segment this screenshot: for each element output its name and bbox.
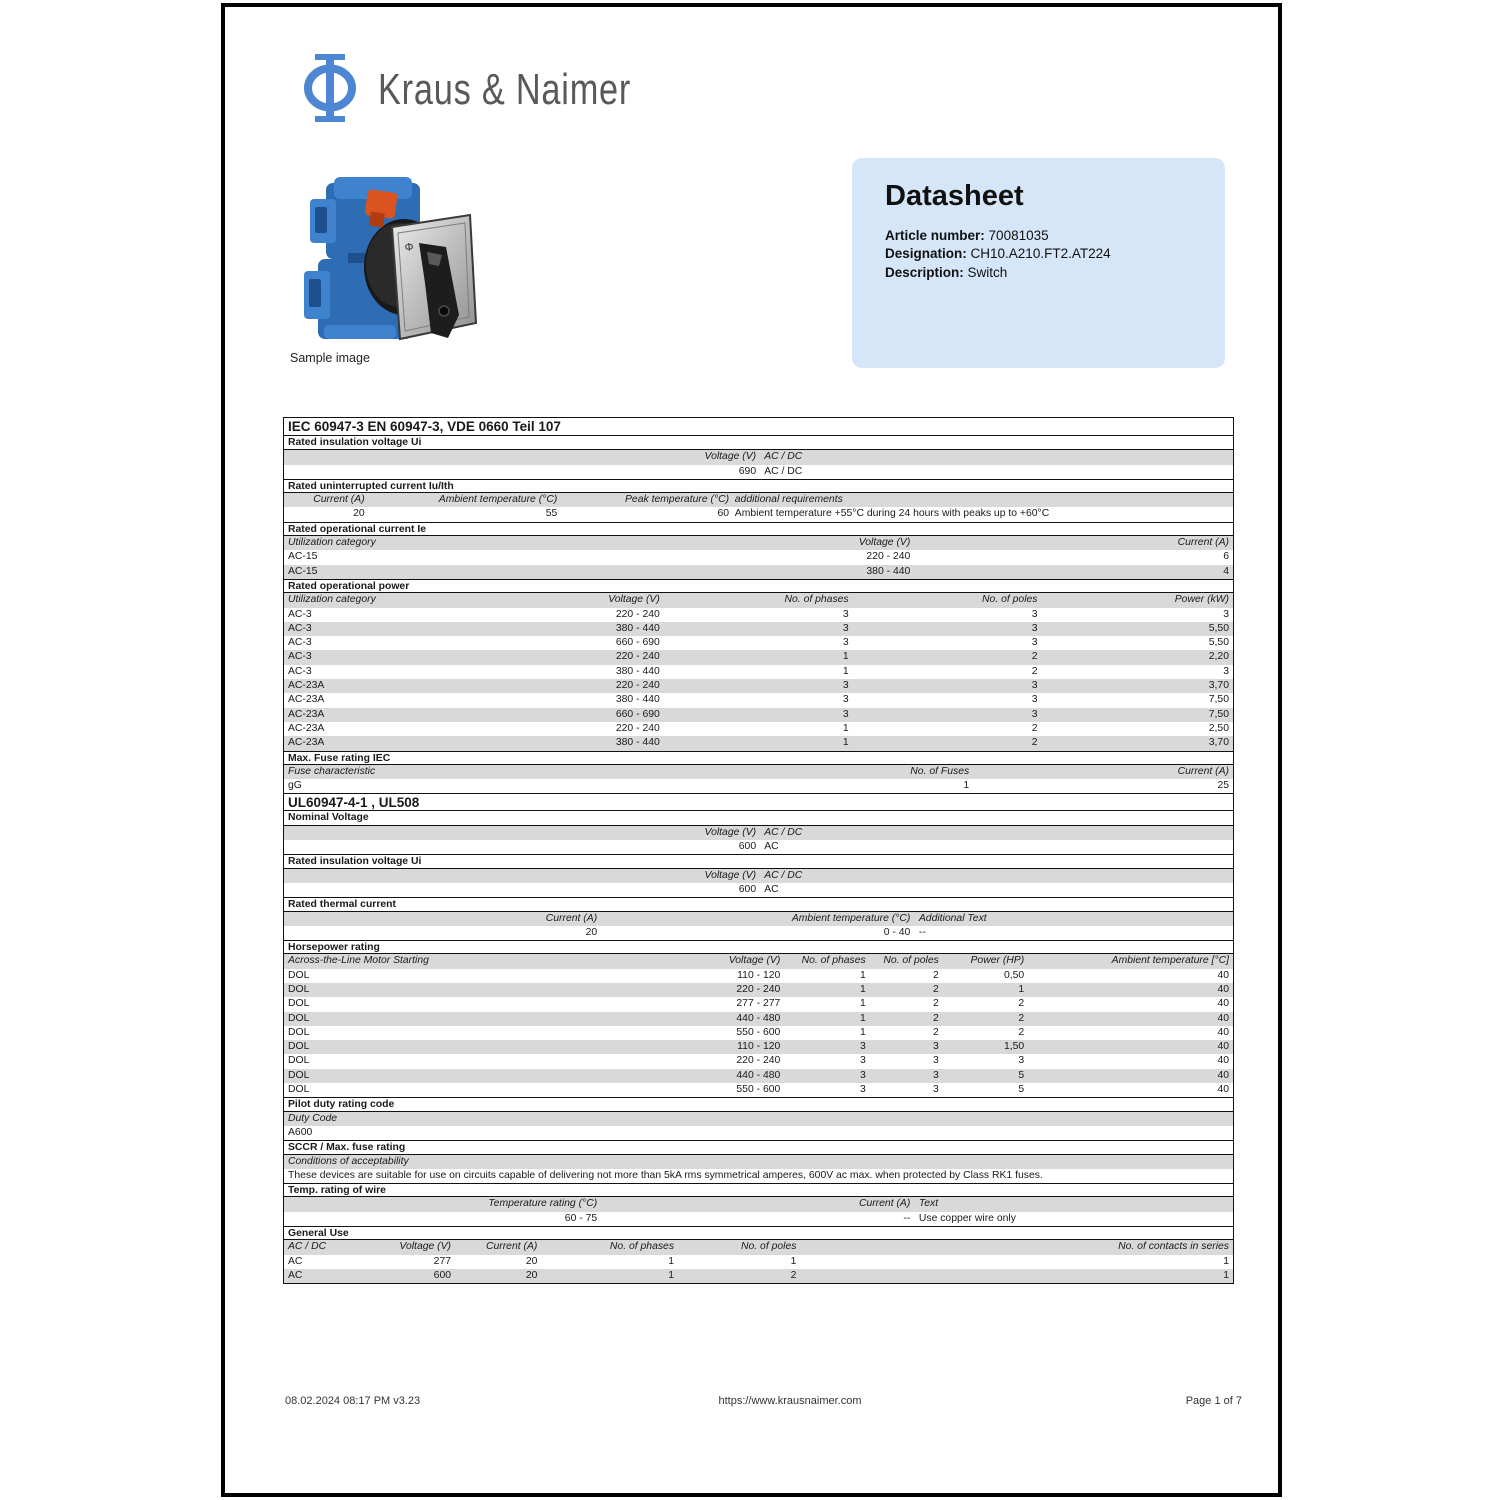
table-section-header-row — [284, 1183, 1233, 1197]
table-cell: 220 - 240 — [736, 983, 781, 995]
table-cell: 1 — [859, 1026, 866, 1038]
table-cell: 277 — [433, 1255, 452, 1267]
section-label: Rated insulation voltage Ui — [288, 437, 422, 448]
table-cell: 60 — [717, 508, 730, 520]
table-column-header-row — [284, 1240, 1233, 1254]
column-header-cell: Ambient temperature (°C) — [438, 494, 558, 506]
table-cell: 1 — [859, 969, 866, 981]
table-cell: Use copper wire only — [918, 1212, 1016, 1224]
table-column-header-row — [284, 765, 1233, 779]
table-cell: Ambient temperature +55°C during 24 hours with peaks up to +60°C — [734, 508, 1050, 520]
table-cell: 1 — [842, 737, 849, 749]
table-cell: 3 — [933, 1041, 939, 1053]
table-cell: 2 — [1031, 722, 1038, 734]
table-cell: 3 — [933, 1084, 939, 1096]
table-cell: 1 — [668, 1269, 675, 1281]
table-cell: DOL — [287, 969, 310, 981]
column-header-cell: Voltage (V) — [728, 955, 781, 967]
designation-value: CH10.A210.FT2.AT224 — [970, 246, 1111, 262]
column-header-cell: Current (A) — [545, 912, 598, 924]
table-cell: 55 — [545, 508, 558, 520]
description-row — [885, 264, 1225, 282]
table-cell: 220 - 240 — [615, 608, 660, 620]
table-cell: 3 — [1031, 608, 1038, 620]
column-header-cell: Text — [918, 1198, 939, 1210]
table-cell: AC-23A — [287, 737, 325, 749]
table-column-header-row — [284, 826, 1233, 840]
column-header-cell: No. of Fuses — [910, 765, 970, 777]
table-row — [284, 1212, 1233, 1226]
table-cell: 1 — [859, 983, 866, 995]
column-header-cell: No. of contacts in series — [1118, 1241, 1229, 1253]
table-cell: 2 — [1018, 998, 1025, 1010]
table-cell: 2 — [933, 1026, 939, 1038]
table-cell: 2 — [1018, 1026, 1025, 1038]
table-row — [284, 926, 1233, 940]
table-row — [284, 1255, 1233, 1269]
table-column-header-row — [284, 1197, 1233, 1211]
table-cell: 60 - 75 — [564, 1212, 598, 1224]
table-cell: 380 - 440 — [615, 694, 660, 706]
column-header-cell: Voltage (V) — [704, 451, 757, 463]
table-section-header-row — [284, 479, 1233, 493]
table-cell: 600 — [738, 883, 757, 895]
table-cell: 3 — [842, 608, 849, 620]
table-row — [284, 636, 1233, 650]
table-cell: 5 — [1018, 1069, 1025, 1081]
table-cell: 2,50 — [1208, 722, 1229, 734]
column-header-cell: AC / DC — [764, 869, 803, 881]
table-cell: 380 - 440 — [866, 565, 911, 577]
table-column-header-row — [284, 593, 1233, 607]
table-cell: 2 — [933, 998, 939, 1010]
table-row — [284, 1069, 1233, 1083]
table-cell: 1 — [842, 665, 849, 677]
table-cell: 40 — [1217, 1055, 1229, 1067]
table-section-header-row — [284, 897, 1233, 911]
table-cell: AC-3 — [287, 608, 312, 620]
table-cell: AC-15 — [287, 551, 318, 563]
table-row — [284, 1083, 1233, 1097]
table-cell: 380 - 440 — [615, 622, 660, 634]
article-number-value: 70081035 — [988, 228, 1049, 243]
article-number-row — [885, 227, 1225, 245]
column-header-cell: Additional Text — [918, 912, 987, 924]
table-cell: 3 — [842, 622, 849, 634]
column-header-cell: Current (A) — [858, 1198, 911, 1210]
table-cell: 380 - 440 — [615, 665, 660, 677]
column-header-cell: Voltage (V) — [399, 1241, 452, 1253]
section-label: Temp. rating of wire — [288, 1185, 386, 1197]
table-cell: 5,50 — [1208, 637, 1229, 649]
table-row — [284, 650, 1233, 664]
section-label: Rated thermal current — [288, 899, 396, 911]
table-cell: 220 - 240 — [615, 680, 660, 692]
table-cell: AC-23A — [287, 722, 325, 734]
table-cell: 110 - 120 — [737, 1041, 781, 1053]
section-label: Max. Fuse rating IEC — [288, 752, 391, 764]
datasheet-fields — [885, 227, 1225, 282]
column-header-cell: Duty Code — [287, 1112, 338, 1124]
table-section-header-row — [284, 522, 1233, 536]
column-header-cell: Ambient temperature [°C] — [1111, 955, 1229, 967]
table-row — [284, 736, 1233, 750]
table-cell: 2 — [1031, 665, 1038, 677]
datasheet-title: Datasheet — [885, 180, 1024, 212]
table-cell: 20 — [585, 926, 598, 938]
table-cell: gG — [287, 780, 302, 792]
table-cell: -- — [903, 1212, 911, 1224]
table-row — [284, 708, 1233, 722]
column-header-cell: Voltage (V) — [608, 594, 660, 606]
table-standard-title-row — [284, 418, 1233, 436]
table-row — [284, 550, 1233, 564]
section-label: Rated operational current Ie — [288, 523, 426, 535]
table-cell: 2 — [790, 1269, 797, 1281]
table-section-header-row — [284, 811, 1233, 825]
table-row — [284, 1169, 1233, 1183]
table-cell: AC-15 — [287, 565, 318, 577]
table-cell: DOL — [287, 1041, 310, 1053]
section-label: Nominal Voltage — [288, 812, 369, 824]
table-cell: AC / DC — [764, 465, 803, 477]
table-cell: 1 — [963, 780, 970, 792]
table-cell: These devices are suitable for use on circuits capable of delivering not more than 5kA rms symmetrical amperes, 600V ac max. when protected by Class RK1 fuses. — [287, 1169, 1043, 1181]
column-header-cell: Peak temperature (°C) — [625, 494, 730, 506]
brand-name: Kraus & Naimer — [378, 65, 632, 114]
table-cell: DOL — [287, 983, 310, 995]
column-header-cell: AC / DC — [287, 1241, 327, 1253]
table-row — [284, 779, 1233, 793]
datasheet-info-box — [852, 158, 1225, 368]
svg-text:Φ: Φ — [404, 241, 415, 254]
section-label: IEC 60947-3 EN 60947-3, VDE 0660 Teil 107 — [288, 419, 561, 434]
table-cell: 40 — [1217, 1069, 1229, 1081]
table-column-header-row — [284, 954, 1233, 968]
table-cell: 3 — [1223, 665, 1229, 677]
table-cell: -- — [918, 926, 926, 938]
brand-phi-icon — [302, 52, 358, 124]
table-cell: AC — [287, 1255, 303, 1267]
table-cell: 3 — [859, 1055, 866, 1067]
section-label: Pilot duty rating code — [288, 1099, 395, 1111]
table-section-header-row — [284, 1097, 1233, 1111]
column-header-cell: No. of poles — [982, 594, 1038, 606]
table-cell: 25 — [1217, 780, 1229, 792]
table-column-header-row — [284, 536, 1233, 550]
column-header-cell: Ambient temperature (°C) — [791, 912, 911, 924]
column-header-cell: Power (kW) — [1174, 594, 1229, 606]
designation-label: Designation: — [885, 246, 967, 262]
table-section-header-row — [284, 854, 1233, 868]
table-cell: 690 — [738, 465, 757, 477]
table-column-header-row — [284, 912, 1233, 926]
table-cell: AC-3 — [287, 651, 312, 663]
column-header-cell: Current (A) — [313, 494, 365, 506]
table-cell: 2,20 — [1208, 651, 1229, 663]
table-cell: 3 — [859, 1084, 866, 1096]
footer-page-number: Page 1 of 7 — [1185, 1395, 1242, 1407]
table-row — [284, 1040, 1233, 1054]
table-cell: 3 — [933, 1055, 939, 1067]
table-cell: 3 — [1031, 680, 1038, 692]
table-cell: 40 — [1217, 1084, 1229, 1096]
table-cell: 660 - 690 — [615, 708, 660, 720]
table-cell: 40 — [1217, 1026, 1229, 1038]
table-cell: 40 — [1217, 1041, 1229, 1053]
table-cell: 6 — [1223, 551, 1229, 563]
table-cell: 277 - 277 — [736, 998, 781, 1010]
table-cell: DOL — [287, 1026, 310, 1038]
table-cell: 2 — [1018, 1012, 1025, 1024]
table-cell: 3 — [842, 637, 849, 649]
designation-row — [885, 245, 1225, 263]
table-cell: 1 — [842, 651, 849, 663]
table-cell: 20 — [353, 508, 365, 520]
table-standard-title-row — [284, 793, 1233, 811]
table-cell: AC — [287, 1269, 303, 1281]
table-cell: 220 - 240 — [866, 551, 911, 563]
table-cell: 3 — [842, 694, 849, 706]
table-section-header-row — [284, 751, 1233, 765]
table-section-header-row — [284, 1226, 1233, 1240]
table-cell: 3 — [1031, 694, 1038, 706]
sample-image-caption: Sample image — [290, 351, 370, 365]
table-cell: AC-3 — [287, 665, 312, 677]
table-cell: 40 — [1217, 969, 1229, 981]
column-header-cell: Fuse characteristic — [287, 765, 376, 777]
column-header-cell: Current (A) — [1177, 765, 1229, 777]
table-column-header-row — [284, 1155, 1233, 1169]
section-label: SCCR / Max. fuse rating — [288, 1142, 406, 1154]
table-cell: 2 — [1031, 737, 1038, 749]
table-cell: 1 — [790, 1255, 797, 1267]
table-cell: AC-23A — [287, 680, 325, 692]
table-cell: 3 — [1031, 708, 1038, 720]
table-cell: 3 — [859, 1041, 866, 1053]
table-cell: 3 — [842, 708, 849, 720]
table-row — [284, 665, 1233, 679]
column-header-cell: AC / DC — [764, 826, 803, 838]
table-cell: 3,70 — [1208, 680, 1229, 692]
column-header-cell: No. of poles — [883, 955, 939, 967]
table-row — [284, 883, 1233, 897]
column-header-cell: Across-the-Line Motor Starting — [287, 955, 429, 967]
table-row — [284, 1126, 1233, 1140]
table-cell: 2 — [933, 969, 939, 981]
table-row — [284, 507, 1233, 521]
table-cell: 550 - 600 — [736, 1026, 781, 1038]
table-cell: 220 - 240 — [615, 651, 660, 663]
table-cell: 7,50 — [1208, 708, 1229, 720]
table-row — [284, 693, 1233, 707]
table-cell: AC-3 — [287, 622, 312, 634]
column-header-cell: Power (HP) — [970, 955, 1025, 967]
table-row — [284, 1026, 1233, 1040]
table-section-header-row — [284, 1140, 1233, 1154]
table-cell: 3 — [842, 680, 849, 692]
table-cell: 3 — [859, 1069, 866, 1081]
column-header-cell: Current (A) — [1177, 537, 1229, 549]
table-cell: DOL — [287, 1084, 310, 1096]
table-cell: AC-23A — [287, 694, 325, 706]
table-section-header-row — [284, 436, 1233, 450]
section-label: Rated insulation voltage Ui — [288, 856, 422, 868]
column-header-cell: Voltage (V) — [704, 869, 757, 881]
table-cell: 3 — [933, 1069, 939, 1081]
table-row — [284, 679, 1233, 693]
table-row — [284, 969, 1233, 983]
table-cell: 220 - 240 — [736, 1055, 781, 1067]
table-row — [284, 1054, 1233, 1068]
section-label: Horsepower rating — [288, 942, 380, 954]
table-cell: 3 — [1031, 622, 1038, 634]
column-header-cell: AC / DC — [764, 451, 803, 463]
table-cell: 5 — [1018, 1084, 1025, 1096]
table-cell: AC-3 — [287, 637, 312, 649]
table-row — [284, 608, 1233, 622]
table-row — [284, 565, 1233, 579]
table-column-header-row — [284, 1112, 1233, 1126]
column-header-cell: Voltage (V) — [858, 537, 911, 549]
table-cell: 0 - 40 — [883, 926, 911, 938]
table-cell: 40 — [1217, 1012, 1229, 1024]
table-cell: 1 — [1223, 1269, 1229, 1281]
description-value: Switch — [967, 264, 1008, 280]
table-column-header-row — [284, 450, 1233, 464]
column-header-cell: Conditions of acceptability — [287, 1155, 409, 1167]
table-cell: 2 — [1031, 651, 1038, 663]
table-cell: 600 — [433, 1269, 452, 1281]
table-cell: DOL — [287, 1055, 310, 1067]
table-cell: 1 — [859, 998, 866, 1010]
column-header-cell: Voltage (V) — [704, 826, 757, 838]
table-cell: 440 - 480 — [736, 1069, 781, 1081]
table-cell: AC — [764, 883, 779, 895]
column-header-cell: additional requirements — [734, 494, 843, 506]
footer-date-version: 08.02.2024 08:17 PM v3.23 — [285, 1395, 421, 1407]
column-header-cell: No. of phases — [784, 594, 849, 606]
table-cell: 1 — [842, 722, 849, 734]
table-cell: 0,50 — [1003, 969, 1025, 981]
table-cell: A600 — [287, 1126, 313, 1138]
table-cell: 3 — [1018, 1055, 1025, 1067]
table-cell: 40 — [1217, 983, 1229, 995]
table-cell: AC — [764, 841, 779, 853]
table-cell: 20 — [525, 1269, 538, 1281]
column-header-cell: No. of poles — [741, 1241, 797, 1253]
table-cell: 2 — [933, 983, 939, 995]
table-cell: 440 - 480 — [736, 1012, 781, 1024]
column-header-cell: No. of phases — [801, 955, 866, 967]
table-cell: 4 — [1223, 565, 1229, 577]
spec-table — [283, 417, 1234, 1284]
table-cell: 3 — [1031, 637, 1038, 649]
table-row — [284, 1012, 1233, 1026]
table-cell: 2 — [933, 1012, 939, 1024]
table-section-header-row — [284, 579, 1233, 593]
section-label: Rated operational power — [288, 580, 410, 592]
table-cell: 1,50 — [1003, 1041, 1025, 1053]
table-cell: 600 — [738, 841, 757, 853]
table-row — [284, 722, 1233, 736]
column-header-cell: Utilization category — [287, 537, 376, 549]
table-cell: AC-23A — [287, 708, 325, 720]
table-row — [284, 983, 1233, 997]
table-cell: 20 — [525, 1255, 538, 1267]
table-cell: 3 — [1223, 608, 1229, 620]
table-cell: 1 — [1018, 983, 1025, 995]
table-cell: 7,50 — [1208, 694, 1229, 706]
table-column-header-row — [284, 493, 1233, 507]
table-cell: 3,70 — [1208, 737, 1229, 749]
table-row — [284, 622, 1233, 636]
table-cell: 1 — [668, 1255, 675, 1267]
table-cell: 1 — [859, 1012, 866, 1024]
table-cell: 40 — [1217, 998, 1229, 1010]
table-cell: DOL — [287, 1012, 310, 1024]
table-cell: 220 - 240 — [615, 722, 660, 734]
article-number-label: Article number: — [885, 228, 985, 243]
table-row — [284, 465, 1233, 479]
table-row — [284, 997, 1233, 1011]
table-column-header-row — [284, 869, 1233, 883]
table-cell: 1 — [1223, 1255, 1229, 1267]
footer-url: https://www.krausnaimer.com — [718, 1395, 862, 1407]
column-header-cell: No. of phases — [609, 1241, 675, 1253]
column-header-cell: Temperature rating (°C) — [488, 1198, 598, 1210]
section-label: General Use — [288, 1228, 349, 1240]
table-section-header-row — [284, 940, 1233, 954]
product-image — [288, 165, 483, 355]
table-cell: 550 - 600 — [736, 1084, 781, 1096]
section-label: Rated uninterrupted current Iu/Ith — [288, 480, 454, 492]
column-header-cell: Utilization category — [287, 594, 376, 606]
section-label: UL60947-4-1 , UL508 — [288, 795, 420, 811]
table-cell: 380 - 440 — [615, 737, 660, 749]
table-row — [284, 840, 1233, 854]
table-cell: DOL — [287, 1069, 310, 1081]
table-cell: 5,50 — [1208, 622, 1229, 634]
table-cell: DOL — [287, 998, 310, 1010]
description-label: Description: — [885, 264, 964, 280]
table-cell: 660 - 690 — [615, 637, 660, 649]
table-cell: 110 - 120 — [737, 969, 781, 981]
column-header-cell: Current (A) — [485, 1241, 538, 1253]
table-row — [284, 1269, 1233, 1283]
